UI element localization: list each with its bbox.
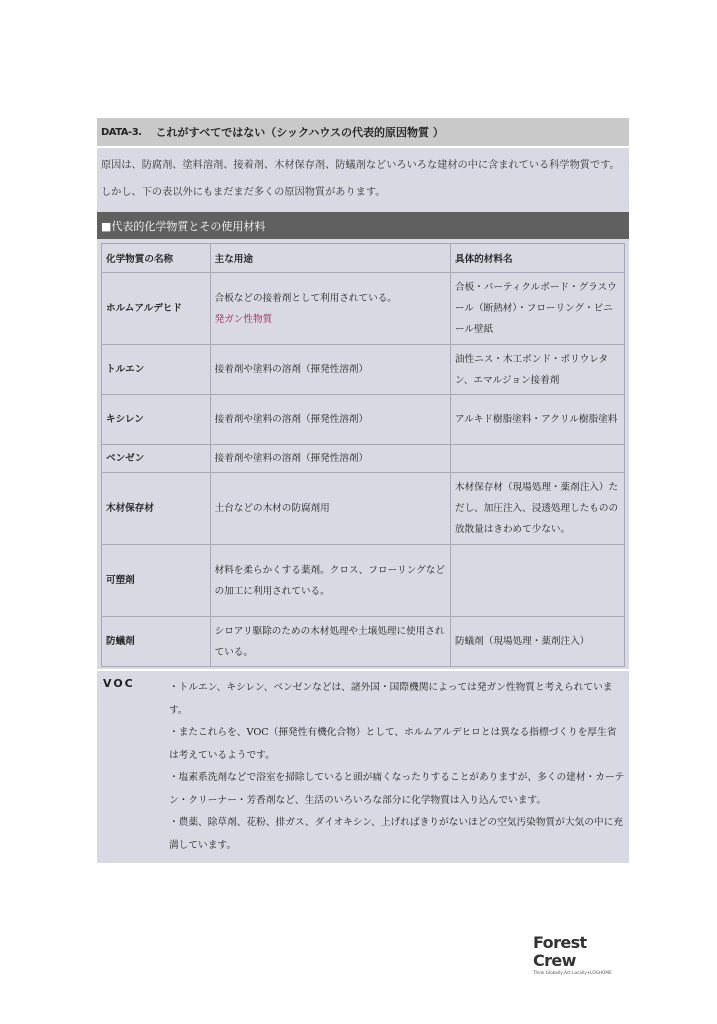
- table-row: [102, 395, 625, 445]
- chemical-materials: 木材保存材（現場処理・薬剤注入）ただし、加圧注入、浸透処理したものの放散量はきわめて少ない。: [450, 473, 624, 545]
- voc-section: [97, 671, 629, 863]
- chemical-materials: [450, 445, 624, 473]
- table-row: [102, 545, 625, 617]
- voc-note: ・農薬、除草剤、花粉、排ガス、ダイオキシン、上げればきりがないほどの空気汚染物質が大気の中に充満しています。: [169, 817, 623, 851]
- chemical-materials: 油性ニス・木工ボンド・ポリウレタン、エマルジョン接着剤: [450, 345, 624, 395]
- page-title: これがすべてではない（シックハウスの代表的原因物質 ）: [155, 126, 444, 139]
- data-code: DATA-3.: [101, 126, 142, 138]
- logo-tagline: Think Globally,Act Locally+LOGHOME: [533, 970, 612, 975]
- chemical-name: キシレン: [102, 395, 211, 445]
- chemical-table: [101, 243, 625, 667]
- chemical-materials: 防蟻剤（現場処理・薬剤注入）: [450, 617, 624, 667]
- chemical-table-wrap: [97, 239, 629, 669]
- chemical-name: 防蟻剤: [102, 617, 211, 667]
- chemical-use: 土台などの木材の防腐剤用: [210, 473, 450, 545]
- section-title: ■代表的化学物質とその使用材料: [97, 212, 629, 239]
- voc-notes: [169, 677, 629, 857]
- forest-crew-logo: [533, 934, 623, 975]
- chemical-name: 可塑剤: [102, 545, 211, 617]
- chemical-name: ホルムアルデヒド: [102, 273, 211, 345]
- header-name: 化学物質の名称: [102, 244, 211, 273]
- table-header-row: [102, 244, 625, 273]
- voc-note: ・塩素系洗剤などで浴室を掃除していると頭が痛くなったりすることがありますが、多くの建材・カーテン・クリーナー・芳香剤など、生活のいろいろな部分に化学物質は入り込んでいます。: [169, 772, 625, 806]
- document: [97, 118, 629, 863]
- use-text: 合板などの接着剤として利用されている。: [214, 292, 397, 304]
- voc-note: ・またこれらを、VOC（揮発性有機化合物）として、ホルムアルデヒロとは異なる指標づくりを厚生省は考えているようです。: [169, 727, 617, 761]
- table-row: [102, 617, 625, 667]
- voc-note: ・トルエン、キシレン、ベンゼンなどは、諸外国・国際機関によっては発ガン性物質と考えられています。: [169, 682, 613, 716]
- intro-text: 原因は、防腐剤、塗料溶剤、接着剤、木材保存剤、防蟻剤などいろいろな建材の中に含まれている科学物質です。しかし、下の表以外にもまだまだ多くの原因物質があります。: [97, 148, 629, 212]
- chemical-name: 木材保存材: [102, 473, 211, 545]
- chemical-name: ベンゼン: [102, 445, 211, 473]
- chemical-use: 接着剤や塗料の溶剤（揮発性溶剤）: [210, 345, 450, 395]
- data-header: [97, 118, 629, 146]
- header-use: 主な用途: [210, 244, 450, 273]
- chemical-use: 接着剤や塗料の溶剤（揮発性溶剤）: [210, 395, 450, 445]
- chemical-materials: [450, 545, 624, 617]
- logo-name: Forest Crew: [533, 933, 587, 970]
- table-row: [102, 273, 625, 345]
- chemical-use: [210, 273, 450, 345]
- chemical-materials: アルキド樹脂塗料・アクリル樹脂塗料: [450, 395, 624, 445]
- chemical-use: 接着剤や塗料の溶剤（揮発性溶剤）: [210, 445, 450, 473]
- table-row: [102, 345, 625, 395]
- chemical-use: シロアリ駆除のための木材処理や土壌処理に使用されている。: [210, 617, 450, 667]
- table-row: [102, 473, 625, 545]
- chemical-materials: 合板・パーティクルボード・グラスウール（断熱材）・フローリング・ビニール壁紙: [450, 273, 624, 345]
- chemical-name: トルエン: [102, 345, 211, 395]
- table-row: [102, 445, 625, 473]
- voc-label: VOC: [103, 677, 135, 690]
- chemical-use: 材料を柔らかくする薬剤。クロス、フローリングなどの加工に利用されている。: [210, 545, 450, 617]
- header-materials: 具体的材料名: [450, 244, 624, 273]
- carcinogen-note: 発ガン性物質: [214, 313, 273, 325]
